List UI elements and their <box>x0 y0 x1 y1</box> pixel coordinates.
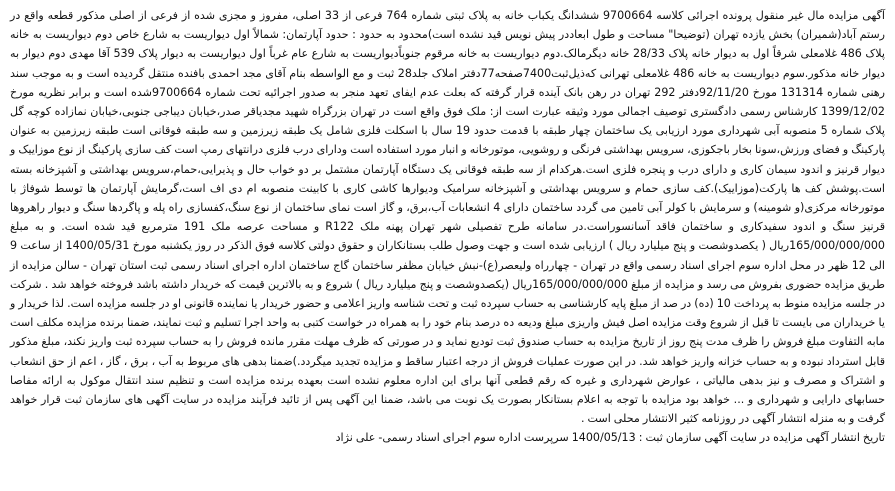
notice-footer: تاریخ انتشار آگهی مزایده در سایت آگهی سازمان ثبت : 1400/05/13 سرپرست اداره سوم اجرای اسناد رسمی- علی نژاد <box>335 431 885 445</box>
notice-body: آگهی مزایده مال غیر منقول پرونده اجرائی کلاسه 9700664 ششدانگ یکباب خانه به پلاک ثبتی شماره 764 فرعی از 33 اصلی، مفروز و مجزی شده از فرعی از اصلی مذکور قطعه واقع در رستم آباد(شمیران) بخش یازده تهران (توضیحا" مساحت و طول ابعاددر پیش نویس قید نشده است)محدود به حدود : حدود آپارتمان: شمالاً اول دیواریست به شارع خاص دوم دیواریست به خانه پلاک 486 غلامعلی شرقاً اول به دیوار خانه پلاک 28/33 خانه دیگرمالک.دوم دیواریست به خانه مرقوم جنوباًدیواریست به شارع عام غرباً اول دیواریست به دیوار پلاک 539 آقا مهدی دوم دیوار به دیوار خانه مذکور.سوم دیواریست به خانه 486 غلامعلی تهرانی که‌ذیل‌ثبت7400صفحه77دفتر املاک جلد28 ثبت و مع الواسطه بنام آقای مجد احمدی بافنده منتقل گردیده است و به موجب سند رهنی شماره 131314 مورخ 92/11/20دفتر 292 تهران در رهن بانک آینده قرار گرفته که بعلت عدم ایفای تعهد منجر به صدور اجرائیه تحت شماره 9700664شده است و برابر نظریه مورخ 1399/12/02 کارشناس رسمی دادگستری توصیف اجمالی مورد وثیقه عبارت است از: ملک فوق واقع است در تهران بزرگراه شهید مجدیاقر صدر،خیابان دیباجی جنوبی،خیابان نمازاده کوچه گل پلاک شماره 5 منصوبه آبی شهرداری مورد ارزیابی یک ساختمان چهار طبقه با قدمت حدود 19 سال با اسکلت فلزی شامل یک طبقه زیرزمین و سه طبقه فوقانی است طبقه زیرزمین به عنوان پارکینگ و فضای ورزش،سونا بخار باجکوزی، سرویس بهداشتی فرنگی و روشویی، موتورخانه و انبار مورد استفاده است ودارای درب فلزی درانتهای رمپ است کف سازی پارکینگ از نوع موزاییک و دیوار قرنیز و اندود سیمان کاری و دارای درب و پنجره فلزی است.هرکدام از سه طبقه فوقانی یک دستگاه آپارتمان مشتمل بر دو خواب حال و پذیرایی،حمام،سرویس بهداشتی و آشپزخانه بسته است.پوشش کف ها پارکت(موزاییک).کف سازی حمام و سرویس بهداشتی و آشپزخانه سرامیک ودیوارها کاشی کاری با کابینت منصوبه ام دی اف است،گرمایش آپارتمان ها توسط شوفاژ با موتورخانه مرکزی(و شومینه) و سرمایش با کولر آبی تامین می گردد ساختمان دارای 4 انشعابات آب،برق، و گاز است نمای ساختمان از نوع سنگ،کفسازی راه پله و پاگردها سنگ و دیوار راهروها قرنیز سنگ و اندود سفیدکاری و ساختمان فاقد آسانسوراست.در سامانه طرح تفصیلی شهر تهران پهنه ملک R122 و مساحت عرصه ملک 191 مترمربع قید شده است. و به مبلغ 165/000/000/000ریال ( یکصدوشصت و پنج میلیارد ریال ) ارزیابی شده است و جهت وصول طلب بستانکاران و حقوق دولتی کلاسه فوق الذکر در روز یکشنبه مورخ 1400/05/31 از ساعت 9 الی 12 ظهر در محل اداره سوم اجرای اسناد رسمی واقع در تهران - چهارراه ولیعصر(ع)-نبش خیابان مظفر ساختمان گاج ساختمان اداره اجرای اسناد رسمی ثبت استان تهران - سالن مزایده از طریق مزایده حضوری بفروش می رسد و مزایده از مبلغ 165/000/000/000ریال (یکصدوشصت و پنج میلیارد ریال ) شروع و به بالاترین قیمت که خریدار داشته باشد فروخته خواهد شد . شرکت در جلسه مزایده منوط به پرداخت 10 (ده) در صد از مبلغ پایه کارشناسی به حساب سپرده ثبت و تحت شناسه واریز اعلامی و حضور خریدار یا نماینده قانونی او در جلسه مزایده است. لذا خریدار و یا خریداران می بایست تا قبل از شروع وقت مزایده اصل فیش واریزی مبلغ ودیعه ده درصد بنام خود را به همراه در خواست کتبی به واحد اجرا تسلیم و ثبت نمایند، ضمنا برنده مزایده مکلف است مابه التفاوت مبلغ فروش را ظرف مدت پنج روز از تاریخ مزایده به حساب صندوق ثبت تودیع نماید و در صورتی که ظرف مهلت مقرر مانده فروش را به حساب سپرده ثبت واریز نکند، مبلغ مذکور قابل استرداد نبوده و به حساب خزانه واریز خواهد شد. در این صورت عملیات فروش از درجه اعتبار ساقط و مزایده تجدید میگردد.)ضمنا بدهی های مربوط به آب ، برق ، گاز ، اعم از حق انشعاب و اشتراک و مصرف و نیز بدهی مالیاتی ، عوارض شهرداری و غیره که رقم قطعی آنها برای این اداره معلوم نشده است بعهده برنده مزایده است و تنظیم سند انتقال موکول به ارائه مفاصا حسابهای دارایی و شهرداری و ... خواهد بود مزایده با توجه به اعلام بستانکار بصورت یک نوبت می باشد، ضمنا این آگهی پس از تائید فرآیند مزایده در سایت آگهی های سازمان ثبت قرار خواهد گرفت و به منزله انتشار آگهی در روزنامه کثیر الانتشار محلی است . <box>10 9 886 426</box>
